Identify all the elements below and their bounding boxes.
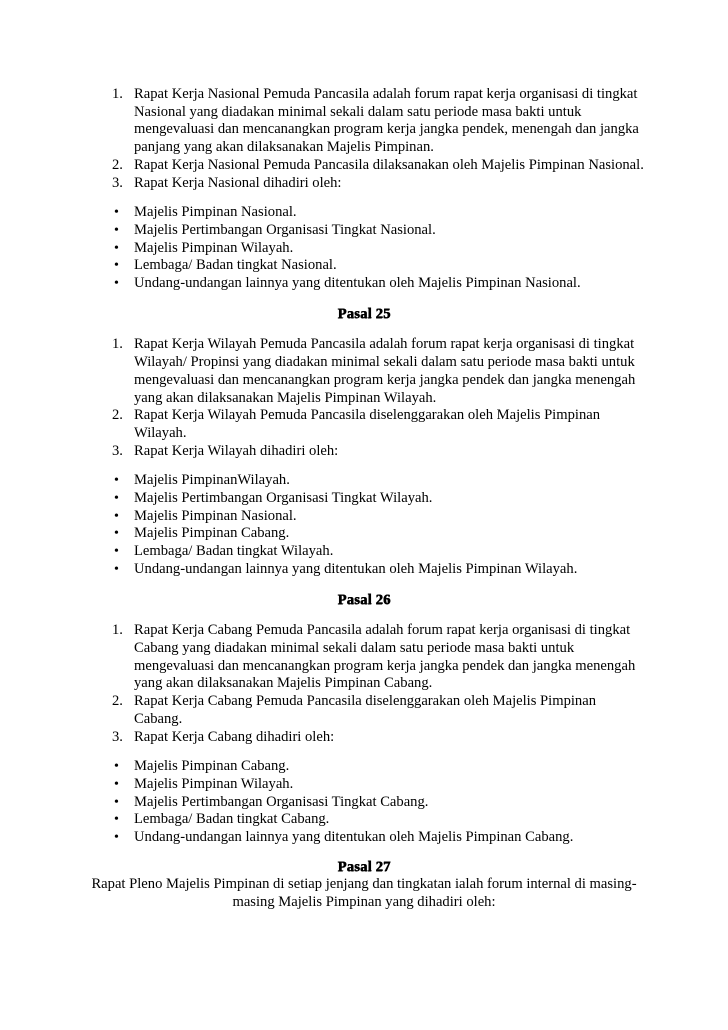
bullet-item [0, 794, 644, 812]
item-number: 2. [112, 693, 123, 710]
bullet-text: Majelis Pimpinan Wilayah. [134, 775, 294, 792]
item-text: Rapat Kerja Wilayah Pemuda Pancasila adalah forum rapat kerja organisasi di tingkat Wilayah/ Propinsi yang diadakan minimal sekali dalam satu periode masa bakti untuk mengevaluasi dan mencanangkan program kerja jangka pendek dan jangka menengah yang akan dilaksanakan Majelis Pimpinan Wilayah. [134, 336, 636, 406]
nasional-numbered-list [0, 86, 728, 192]
bullet-text: Undang-undangan lainnya yang ditentukan oleh Majelis Pimpinan Nasional. [134, 275, 581, 292]
bullet-text: Undang-undangan lainnya yang ditentukan oleh Majelis Pimpinan Cabang. [134, 829, 574, 846]
pasal-25-heading: Pasal 25 [337, 305, 391, 322]
pasal-27-heading: Pasal 27 [337, 858, 391, 875]
item-text: Rapat Kerja Cabang Pemuda Pancasila diselenggarakan oleh Majelis Pimpinan Cabang. [134, 693, 597, 727]
pasal-27-paragraph: Rapat Pleno Majelis Pimpinan di setiap jenjang dan tingkatan ialah forum internal di masing-masing Majelis Pimpinan yang dihadiri oleh: [91, 876, 637, 911]
item-text: Rapat Kerja Nasional dihadiri oleh: [134, 174, 342, 191]
bullet-item [0, 829, 644, 847]
bullet-text: Majelis Pimpinan Wilayah. [134, 239, 294, 256]
bullet-text: Lembaga/ Badan tingkat Wilayah. [134, 543, 334, 560]
list-item [0, 175, 644, 193]
spacer [0, 579, 728, 592]
list-item [0, 729, 644, 747]
item-number: 2. [112, 407, 123, 424]
bullet-item [0, 490, 644, 508]
item-text: Rapat Kerja Nasional Pemuda Pancasila adalah forum rapat kerja organisasi di tingkat Nasional yang diadakan minimal sekali dalam satu periode masa bakti untuk mengevaluasi dan mencanangkan program kerja jangka pendek, menengah dan jangka panjang yang akan dilaksanakan Majelis Pimpinan. [134, 86, 639, 156]
bullet-item [0, 257, 644, 275]
bullet-icon: • [114, 276, 119, 292]
document-page [0, 86, 728, 912]
bullet-item [0, 472, 644, 490]
bullet-text: Majelis Pimpinan Nasional. [134, 507, 297, 524]
bullet-text: Majelis Pertimbangan Organisasi Tingkat Wilayah. [134, 490, 433, 507]
pasal-25-numbered-list [0, 336, 728, 460]
item-text: Rapat Kerja Cabang Pemuda Pancasila adalah forum rapat kerja organisasi di tingkat Cabang yang diadakan minimal sekali dalam satu periode masa bakti untuk mengevaluasi dan mencanangkan program kerja jangka pendek dan jangka menengah yang akan dilaksanakan Majelis Pimpinan Cabang. [134, 622, 636, 692]
bullet-item [0, 758, 644, 776]
bullet-text: Majelis Pimpinan Nasional. [134, 204, 297, 221]
bullet-text: Majelis Pimpinan Cabang. [134, 525, 290, 542]
pasal-26-attendee-list [0, 758, 728, 847]
spacer [0, 293, 728, 306]
bullet-text: Majelis PimpinanWilayah. [134, 472, 290, 489]
bullet-text: Majelis Pertimbangan Organisasi Tingkat Nasional. [134, 221, 436, 238]
bullet-item [0, 525, 644, 543]
bullet-item [0, 561, 644, 579]
item-text: Rapat Kerja Wilayah Pemuda Pancasila diselenggarakan oleh Majelis Pimpinan Wilayah. [134, 407, 601, 441]
spacer [0, 460, 728, 472]
item-number: 2. [112, 156, 123, 173]
list-item [0, 86, 644, 157]
bullet-icon: • [114, 205, 119, 221]
bullet-icon: • [114, 491, 119, 507]
nasional-attendee-list [0, 204, 728, 293]
bullet-text: Lembaga/ Badan tingkat Cabang. [134, 811, 330, 828]
bullet-icon: • [114, 473, 119, 489]
bullet-icon: • [114, 240, 119, 256]
item-number: 1. [112, 86, 123, 102]
bullet-item [0, 275, 644, 293]
item-number: 1. [112, 622, 123, 639]
item-text: Rapat Kerja Nasional Pemuda Pancasila dilaksanakan oleh Majelis Pimpinan Nasional. [134, 156, 644, 173]
list-item [0, 407, 644, 442]
bullet-item [0, 811, 644, 829]
list-item [0, 157, 644, 175]
bullet-text: Majelis Pertimbangan Organisasi Tingkat Cabang. [134, 793, 429, 810]
bullet-item [0, 222, 644, 240]
item-number: 3. [112, 442, 123, 459]
pasal-25-attendee-list [0, 472, 728, 578]
bullet-text: Majelis Pimpinan Cabang. [134, 758, 290, 775]
bullet-text: Lembaga/ Badan tingkat Nasional. [134, 257, 337, 274]
bullet-icon: • [114, 508, 119, 524]
pasal-26-heading: Pasal 26 [337, 591, 391, 608]
bullet-icon: • [114, 776, 119, 792]
bullet-icon: • [114, 759, 119, 775]
bullet-item [0, 543, 644, 561]
bullet-text: Undang-undangan lainnya yang ditentukan oleh Majelis Pimpinan Wilayah. [134, 560, 578, 577]
bullet-item [0, 776, 644, 794]
list-item [0, 693, 644, 728]
bullet-icon: • [114, 812, 119, 828]
list-item [0, 622, 644, 693]
bullet-icon: • [114, 561, 119, 577]
bullet-icon: • [114, 794, 119, 810]
spacer [0, 609, 728, 622]
bullet-item [0, 204, 644, 222]
list-item [0, 443, 644, 461]
bullet-item [0, 508, 644, 526]
spacer [0, 746, 728, 758]
bullet-icon: • [114, 830, 119, 846]
item-number: 3. [112, 174, 123, 191]
spacer [0, 847, 728, 859]
pasal-26-numbered-list [0, 622, 728, 746]
list-item [0, 336, 644, 407]
bullet-icon: • [114, 526, 119, 542]
item-text: Rapat Kerja Wilayah dihadiri oleh: [134, 442, 339, 459]
bullet-icon: • [114, 544, 119, 560]
spacer [0, 192, 728, 204]
bullet-icon: • [114, 258, 119, 274]
item-number: 3. [112, 728, 123, 745]
item-text: Rapat Kerja Cabang dihadiri oleh: [134, 728, 335, 745]
spacer [0, 323, 728, 336]
item-number: 1. [112, 336, 123, 353]
bullet-icon: • [114, 222, 119, 238]
bullet-item [0, 240, 644, 258]
